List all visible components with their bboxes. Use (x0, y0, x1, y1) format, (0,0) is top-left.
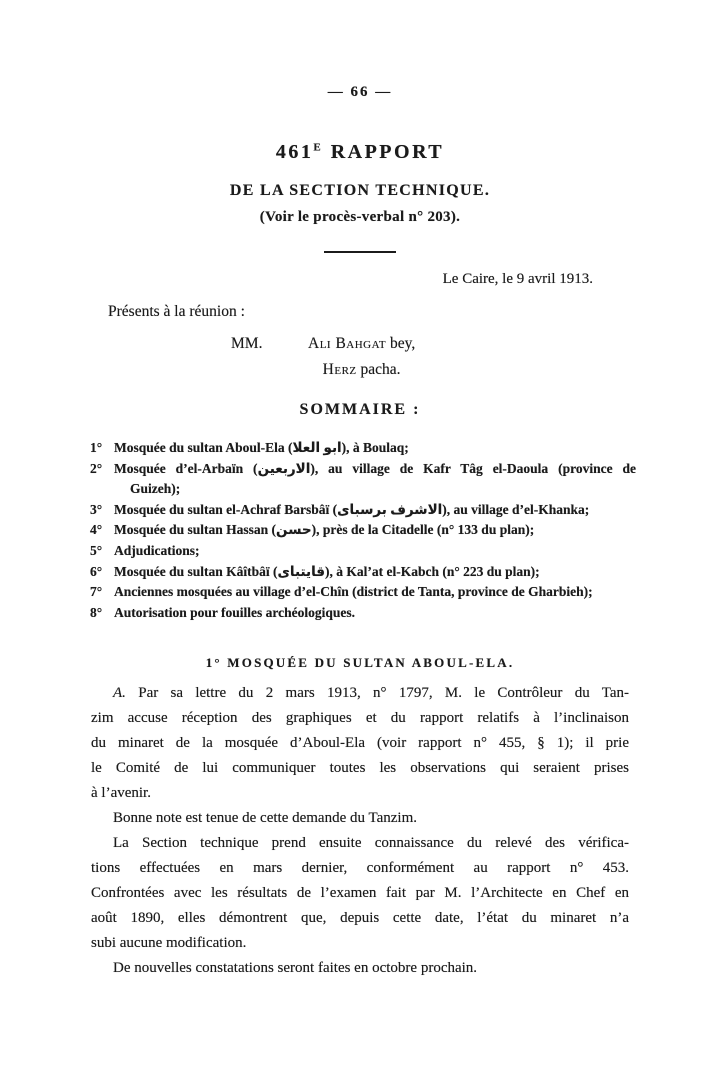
sommaire-item-number: 2° (90, 460, 103, 476)
paragraph-line: Bonne note est tenue de cette demande du Tanzim. (113, 810, 417, 826)
report-title (91, 141, 629, 164)
attendees-prefix: MM. (231, 335, 263, 352)
sommaire-item-number: 3° (90, 501, 103, 517)
attendee-name: Herz (322, 361, 357, 378)
sommaire-item (88, 520, 636, 541)
sommaire-item (88, 438, 636, 459)
sommaire-item (88, 459, 636, 500)
sommaire-item (88, 582, 636, 603)
sommaire-item (88, 500, 636, 521)
sommaire-item (88, 562, 636, 583)
sommaire-item-line: Mosquée du sultan Kâîtbâï (قايتباى), à Kal’at el-Kabch (n° 223 du plan); (114, 563, 540, 579)
sommaire-item-line: Guizeh); (130, 481, 181, 497)
paragraph-line: du minaret de la mosquée d’Aboul-Ela (voir rapport n° 455, § 1); il prie (91, 735, 629, 751)
paragraph (91, 806, 629, 831)
sommaire-item-line: Mosquée d’el-Arbaïn (الاربعين), au village de Kafr Tâg el-Daoula (province de (114, 460, 636, 476)
report-number: 461 (275, 141, 314, 163)
sommaire-item-line: Adjudications; (114, 542, 200, 558)
paragraph-line: août 1890, elles démontrent que, depuis cette date, l’état du minaret n’a (91, 910, 629, 926)
sommaire-title: SOMMAIRE : (299, 401, 421, 418)
paragraph-line: zim accuse réception des graphiques et du rapport relatifs à l’inclinaison (91, 710, 629, 726)
sommaire-item-line: Autorisation pour fouilles archéologiques. (114, 604, 356, 620)
report-number-ordinal: E (313, 141, 321, 154)
paragraph (91, 831, 629, 956)
paragraph (91, 956, 629, 981)
page-number: — 66 — (327, 84, 393, 100)
section-heading: 1° MOSQUÉE DU SULTAN ABOUL-ELA. (205, 655, 515, 670)
paragraph-line: tions effectuées en mars dernier, conformément au rapport n° 453. (91, 860, 629, 876)
sommaire-item-number: 6° (90, 563, 103, 579)
paragraph-line: Confrontées avec les résultats de l’examen fait par M. l’Architecte en Chef en (91, 885, 629, 901)
attendee-row: Ali Bahgat bey, (308, 335, 416, 352)
report-subtitle: DE LA SECTION TECHNIQUE. (229, 182, 491, 199)
paragraph-line: A. Par sa lettre du 2 mars 1913, n° 1797, M. le Contrôleur du Tan- (113, 685, 629, 701)
paragraph-line: La Section technique prend ensuite connaissance du relevé des vérifica- (113, 835, 629, 851)
sommaire-item-number: 8° (90, 604, 103, 620)
paragraph-line: le Comité de lui communiquer toutes les observations qui seraient prises (91, 760, 629, 776)
proces-verbal-note: (Voir le procès-verbal n° 203). (259, 209, 461, 225)
sommaire-item-number: 1° (90, 440, 103, 455)
sommaire-item-number: 4° (90, 522, 103, 538)
paragraph-line: à l’avenir. (91, 785, 151, 801)
report-word: RAPPORT (330, 141, 445, 163)
paragraph-line: De nouvelles constatations seront faites en octobre prochain. (113, 960, 478, 976)
attendees-block (231, 331, 415, 383)
paragraph-line: subi aucune modification. (91, 935, 247, 951)
attendee-row: Herz pacha. (322, 361, 401, 378)
attendees-names (308, 331, 415, 383)
sommaire-list (88, 438, 636, 623)
attendee-name: Ali Bahgat (308, 335, 387, 352)
sommaire-item-number: 5° (90, 542, 103, 558)
sommaire-item (88, 603, 636, 624)
sommaire-item-line: Anciennes mosquées au village d’el-Chîn (district de Tanta, province de Gharbieh); (114, 584, 593, 600)
divider-rule (324, 251, 396, 253)
paragraph-lead-letter: A. (113, 685, 126, 701)
sommaire-item (88, 541, 636, 562)
dateline: Le Caire, le 9 avril 1913. (442, 271, 593, 287)
sommaire-item-line: Mosquée du sultan el-Achraf Barsbâï (الاشرف برسباى), au village d’el-Khanka; (114, 501, 590, 517)
sommaire-item-line: Mosquée du sultan Hassan (حسن), près de la Citadelle (n° 133 du plan); (114, 522, 535, 538)
sommaire-item-line: Mosquée du sultan Aboul-Ela (ابو العلا), à Boulaq; (114, 440, 409, 455)
attendees-intro: Présents à la réunion : (108, 303, 245, 320)
sommaire-item-number: 7° (90, 584, 103, 600)
body-paragraphs (91, 681, 629, 981)
paragraph (91, 681, 629, 806)
